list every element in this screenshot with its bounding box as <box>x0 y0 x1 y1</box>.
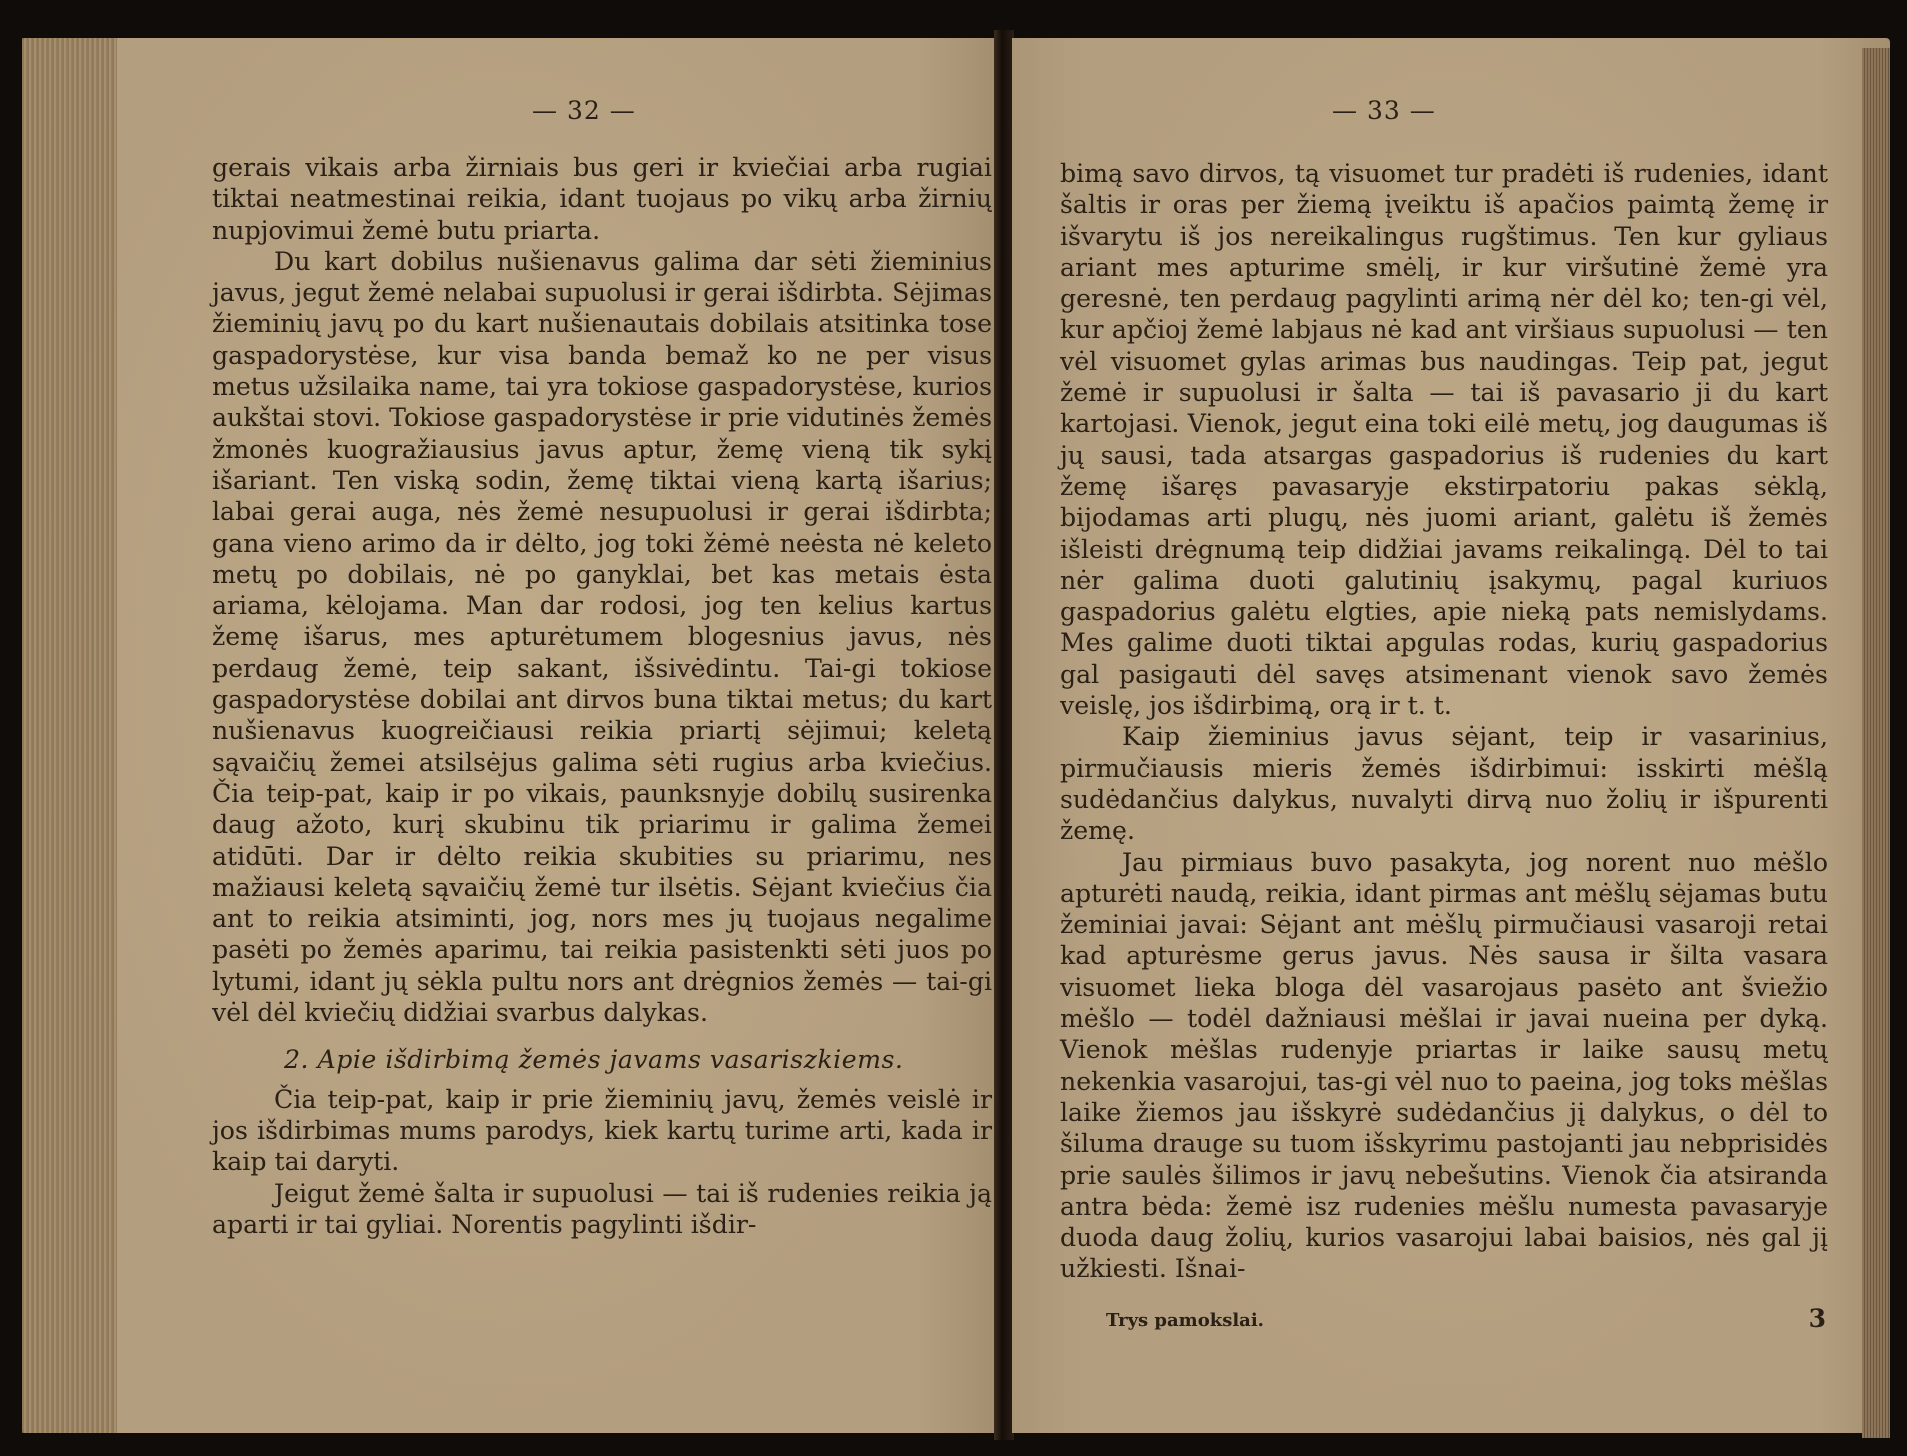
left-page-text <box>212 152 992 1240</box>
page-footer <box>1106 1304 1826 1333</box>
open-book <box>22 30 1892 1440</box>
right-page-text <box>1060 158 1828 1285</box>
right-paragraph-2: Kaip žieminius javus sėjant, teip ir vasarinius, pirmučiausis mieris žemės išdirbimui: isskirti mėšlą sudėdančius dalykus, nuvalyti dirvą nuo žolių ir išpurenti žemę. <box>1060 722 1828 846</box>
left-page-number: — 32 — <box>532 96 636 125</box>
left-paragraph-1: gerais vikais arba žirniais bus geri ir kviečiai arba rugiai tiktai neatmestinai reikia, idant tuojaus po vikų arba žirnių nupjovimui žemė butu priarta. <box>212 153 992 245</box>
left-paragraph-2: Du kart dobilus nušienavus galima dar sėti žieminius javus, jegut žemė nelabai supuolusi ir gerai išdirbta. Sėjimas žieminių javų po du kart nušienautais dobilais atsitinka tose gaspadorystėse, kur visa banda bemaž ko ne per visus metus užsilaika name, tai yra tokiose gaspadorystėse, kurios aukštai stovi. Tokiose gaspadorystėse ir prie vidutinės žemės žmonės kuogražiausius javus aptur, žemę vieną tik sykį išariant. Ten viską sodin, žemę tiktai vieną kartą išarius; labai gerai auga, nės žemė nesupuolusi ir gerai išdirbta; gana vieno arimo da ir dėlto, jog toki žėmė neėsta nė keleto metų po dobilais, nė po ganyklai, bet kas metais ėsta ariama, kėlojama. Man dar rodosi, jog ten kelius kartus žemę išarus, mes apturėtumem blogesnius javus, nės perdaug žemė, teip sakant, išsivėdintu. Tai-gi tokiose gaspadorystėse dobilai ant dirvos buna tiktai metus; du kart nušienavus kuogreičiausi reikia priartį sėjimui; keletą sąvaičių žemei atsilsėjus galima sėti rugius arba kviečius. Čia teip-pat, kaip ir po vikais, paunksnyje dobilų susirenka daug ažoto, kurį skubinu tik priarimu ir galima žemei atidūti. Dar ir dėlto reikia skubities su priarimu, nes mažiausi keletą sąvaičių žemė tur ilsėtis. Sėjant kviečius čia ant to reikia atsiminti, jog, nors mes jų tuojaus negalime pasėti po žemės aparimu, tai reikia pasistenkti sėti juos po lytumi, idant jų sėkla pultu nors ant drėgnios žemės — tai-gi vėl dėl kviečių didžiai svarbus dalykas. <box>212 246 993 1028</box>
right-page-number: — 33 — <box>1332 96 1436 125</box>
left-paragraph-4: Jeigut žemė šalta ir supuolusi — tai iš rudenies reikia ją aparti ir tai gyliai. Norentis pagylinti išdir- <box>212 1178 992 1239</box>
footer-title: Trys pamokslai. <box>1106 1310 1264 1331</box>
left-paragraph-3: Čia teip-pat, kaip ir prie žieminių javų, žemės veislė ir jos išdirbimas mums parodys, kiek kartų turime arti, kada ir kaip tai daryti. <box>212 1084 992 1177</box>
right-paragraph-1: bimą savo dirvos, tą visuomet tur pradėti iš rudenies, idant šaltis ir oras per žiemą įveiktu iš apačios paimtą žemę ir išvarytu iš jos nereikalingus rugštimus. Ten kur gyliaus ariant mes apturime smėlį, ir kur viršutinė žemė yra geresnė, ten perdaug pagylinti arimą nėr dėl ko; ten-gi vėl, kur apčioj žemė labjaus nė kad ant viršiaus supuolusi — ten vėl visuomet gylas arimas bus naudingas. Teip pat, jegut žemė ir supuolusi ir šalta — tai iš pavasario ji du kart kartojasi. Vienok, jegut eina toki eilė metų, jog daugumas iš jų sausi, tada atsargas gaspadorius iš rudenies du kart žemę išaręs pavasaryje ekstirpatoriu pakas sėklą, bijodamas arti plugų, nės juomi ariant, galėtu iš žemės išleisti drėgnumą teip didžiai javams reikalingą. Dėl to tai nėr galima duoti galutinių įsakymų, pagal kuriuos gaspadorius galėtu elgties, apie nieką pats nemislydams. Mes galime duoti tiktai apgulas rodas, kurių gaspadorius gal pasigauti dėl savęs atsimenant vienok savo žemės veislę, jos išdirbimą, orą ir t. t. <box>1060 159 1828 721</box>
right-page-edges <box>1862 48 1890 1438</box>
right-paragraph-3: Jau pirmiaus buvo pasakyta, jog norent nuo mėšlo apturėti naudą, reikia, idant pirmas ant mėšlų sėjamas butu žeminiai javai: Sėjant ant mėšlų pirmučiausi vasaroji retai kad apturėsme gerus javus. Nės sausa ir šilta vasara visuomet lieka bloga dėl vasarojaus pasėto ant šviežio mėšlo — todėl dažniausi mėšlai ir javai nueina per dyką. Vienok mėšlas rudenyje priartas ir laike sausų metų nekenkia vasarojui, tas-gi vėl nuo to paeina, jog toks mėšlas laike žiemos jau išskyrė sudėdančius jį dalykus, o dėl to šiluma drauge su tuom išskyrimu pastojanti jau nebprisidės prie saulės šilimos ir javų nebešutins. Vienok čia atsiranda antra bėda: žemė isz rudenies mėšlu numesta pavasaryje duoda daug žolių, kurios vasarojui labai baisios, nės gal jį užkiesti. Išnai- <box>1060 847 1828 1284</box>
section-heading: 2. Apie išdirbimą žemės javams vasariszkiems. <box>284 1045 904 1075</box>
left-page-edges <box>22 38 117 1433</box>
left-page <box>22 38 997 1433</box>
book-gutter <box>994 30 1014 1440</box>
signature-mark: 3 <box>1808 1304 1826 1333</box>
right-page <box>1012 38 1890 1433</box>
